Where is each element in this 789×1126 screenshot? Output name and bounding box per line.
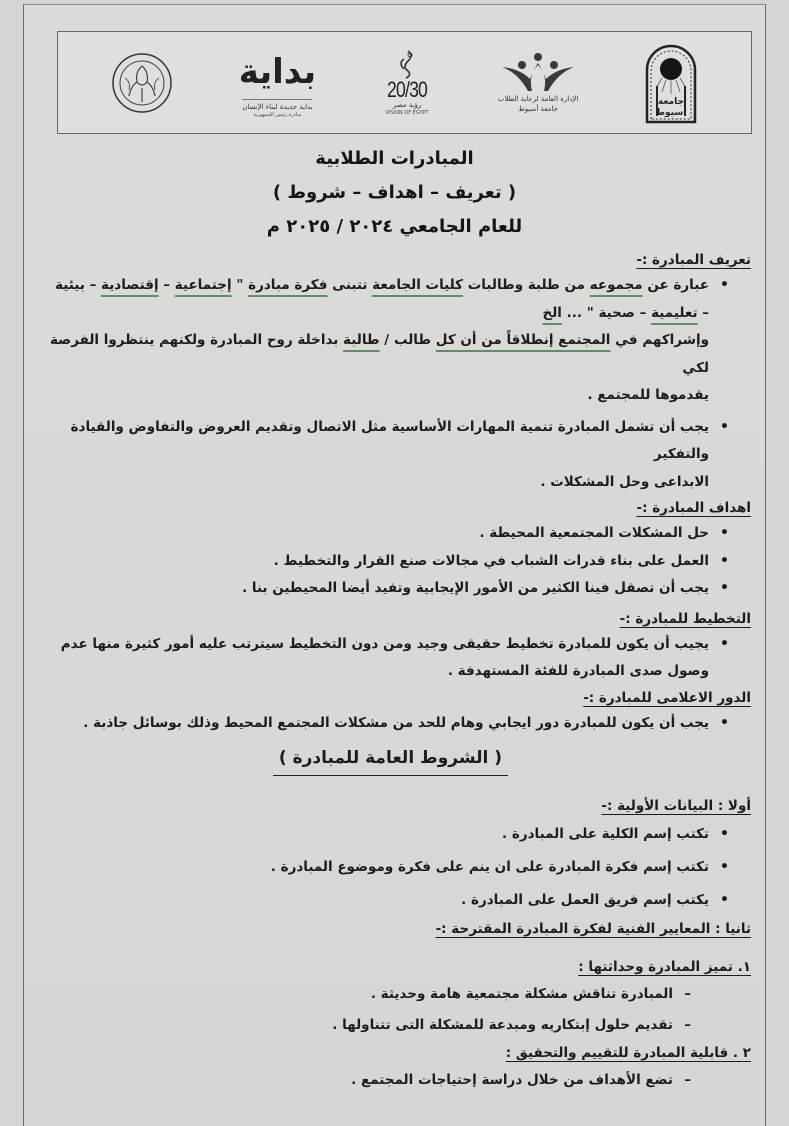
vision-flame-icon [394,49,420,79]
heading-general-conditions: ( الشروط العامة للمبادرة ) [273,745,508,776]
document-body [30,248,751,1096]
assiut-university-logo [644,42,698,124]
academic-year: للعام الجامعي ٢٠٢٤ / ٢٠٢٥ م [266,216,523,237]
vision-caption-en: VISION OF EGYPT [385,110,429,117]
university-arch-icon [644,42,698,124]
text: يقدموها للمجتمع . [587,387,709,403]
media-list [30,710,751,738]
text: – [697,304,709,321]
evaluability-list [30,1065,751,1096]
goal-item: • يجب أن تصقل فينا الكثير من الأمور الإيجابية وتفيد أيضا المحيطين بنا . [30,575,729,603]
pen-underlined-text: فكرة مبادرة [248,277,328,293]
logo-header [57,31,752,134]
innovation-list [30,979,751,1041]
definition-paragraph [30,327,751,410]
definition-list [30,272,751,327]
pen-underlined-text: المجتمع إنطلاقاً من أن كل [435,332,611,348]
text: من طلبة وطالبات [463,277,590,293]
round-seal-icon [111,52,173,114]
innovation-item: – المبادرة تناقش مشكلة مجتمعية هامة وحديثة . [30,979,691,1010]
svg-text:جامعة: جامعة [658,96,685,107]
heading-goals: اهداف المبادرة :- [636,500,751,516]
subtitle: ( تعريف – اهداف – شروط ) [272,182,517,203]
goal-item: • العمل على بناء قدرات الشباب في مجالات صنع القرار والتخطيط . [30,548,729,576]
university-seal-logo [111,52,173,114]
bedaya-divider [242,99,312,100]
text: بداخلة روح المبادرة ولكنهم ينتظروا الفرصة لكي [50,332,709,376]
definition-bullet-2 [30,414,729,497]
document-titles [0,142,789,244]
pen-underlined-text: إقتصادية [101,277,159,293]
planning-item [30,631,729,686]
text: – [158,277,175,293]
bedaya-logo [239,47,316,118]
media-item: • يجب أن يكون للمبادرة دور ايجابي وهام للحد من مشكلات المجتمع المحيط وذلك بوسائل جاذبة . [30,710,729,738]
text: وإشراكهم في [610,332,709,348]
basic-data-item: • تكتب إسم الكلية على المبادرة . [30,818,729,851]
goal-item: • حل المشكلات المجتمعية المحيطة . [30,520,729,548]
pen-underlined-text: تعليمية [651,304,698,321]
vision-caption-ar: رؤية مصر [392,100,422,109]
bedaya-caption-1: بداية جديدة لبناء الإنسان [242,102,313,111]
basic-data-list [30,818,751,917]
pen-underlined-text: كليات الجامعة [372,277,464,293]
basic-data-item: • يكتب إسم فريق العمل على المبادرة . [30,884,729,917]
bedaya-caption-2: مبادرة رئيس الجمهورية [253,112,302,119]
definition-bullet-1 [30,272,729,327]
text: الابداعى وحل المشكلات . [540,473,709,490]
text: – صحية " ... [561,304,652,321]
people-raising-arms-icon [498,51,578,95]
bedaya-wordmark: بداية [238,51,317,92]
planning-list [30,631,751,686]
text: وصول صدى المبادرة للفئة المستهدفة . [447,663,709,679]
goals-list [30,520,751,603]
pen-underlined-text: طالبة [343,332,380,348]
heading-media-role: الدور الاعلامى للمبادرة :- [583,689,751,706]
evaluability-item: – تضع الأهداف من خلال دراسة إحتياجات المجتمع . [30,1065,691,1096]
pen-underlined-text: مجموعه [589,277,643,293]
text: تتبنى [327,277,373,293]
text: عبارة عن [642,277,709,293]
text: " [231,277,249,293]
svg-text:أسيوط: أسيوط [655,107,687,118]
pen-underlined-text: إجتماعية [174,277,232,293]
basic-data-item: • تكتب إسم فكرة المبادرة على ان ينم على فكرة وموضوع المبادرة . [30,851,729,884]
text: يجيب أن يكون للمبادرة تخطيط حقيقى وجيد ومن دون التخطيط سيترتب عليه أمور كثيرة منها عدم [60,635,709,652]
general-conditions-heading-wrap [30,745,751,776]
pen-underlined-text: الخ [542,304,562,321]
student-care-caption-1: الإدارة العامة لرعاية الطلاب [497,95,579,104]
text: طالب / [379,332,436,348]
heading-evaluability: ٢ . قابلية المبادرة للتقييم والتحقيق : [505,1044,751,1061]
heading-planning: التخطيط للمبادرة :- [619,610,751,627]
vision-2030-logo [382,49,432,116]
student-care-logo [498,51,578,113]
student-care-caption-2: جامعة أسيوط [518,104,558,113]
heading-innovation: ١. تميز المبادرة وحداثتها : [578,958,751,975]
heading-definition: تعريف المبادرة :- [636,252,751,268]
text: يجب أن تشمل المبادرة تنمية المهارات الأساسية مثل الاتصال وتقديم العروض والتفاوض والقيادة والتفكير [70,418,709,462]
vision-2030-number: 20/30 [387,76,428,102]
innovation-item: – تقديم حلول إبتكاريه ومبدعة للمشكلة التى تتناولها . [30,1010,691,1041]
text: – بيئية [55,277,102,293]
definition-list-2 [30,414,751,497]
heading-basic-data: أولا : البيانات الأولية :- [601,797,751,814]
main-title: المبادرات الطلابية [315,148,474,169]
heading-technical-criteria: ثانيا : المعايير الفنية لفكرة المبادرة المقترحة :- [435,920,751,937]
